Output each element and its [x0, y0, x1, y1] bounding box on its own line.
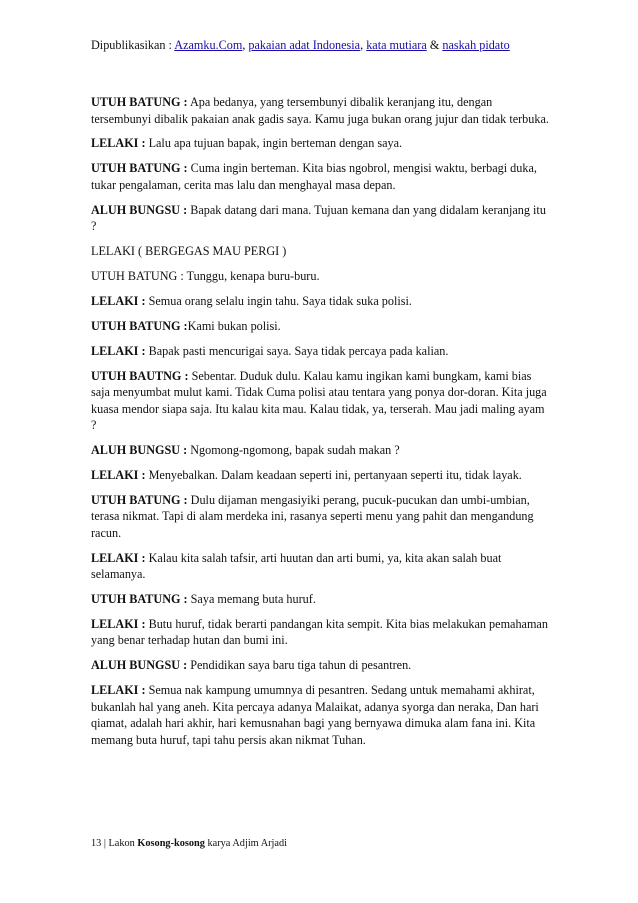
line-text: Semua nak kampung umumnya di pesantren. Sedang untuk memahami akhirat, bukanlah hal yang aneh. Kita percaya adanya Malaikat, adanya syorga dan neraka, Dan hari qiamat, adalah hari akhir, hari kemusnahan bagi yang bernyawa dimuka alam fana ini. Kita memang buta huruf, tapi tahu persis akan nikmat Tuhan. [91, 683, 539, 747]
dialogue-line [91, 682, 549, 748]
line-text: Cuma ingin berteman. Kita bias ngobrol, mengisi waktu, berbagi duka, tukar pengalaman, cerita mas lalu dan menghayal masa depan. [91, 161, 537, 192]
header-prefix: Dipublikasikan : [91, 38, 175, 52]
publication-header [91, 38, 561, 52]
header-separator: & [426, 38, 443, 52]
dialogue-line [91, 202, 549, 235]
line-text: Lalu apa tujuan bapak, ingin berteman dengan saya. [145, 136, 403, 151]
dialogue-line [91, 160, 549, 193]
script-dialogue [91, 94, 549, 757]
dialogue-line [91, 268, 549, 285]
dialogue-line [91, 293, 549, 310]
dialogue-line [91, 591, 549, 608]
link-azamku[interactable]: Azamku.Com [174, 38, 243, 52]
dialogue-line [91, 657, 549, 674]
line-text: Saya memang buta huruf. [187, 591, 316, 606]
dialogue-line [91, 368, 549, 434]
speaker-name: LELAKI : [91, 616, 146, 631]
line-text: LELAKI ( BERGEGAS MAU PERGI ) [91, 244, 287, 259]
footer-author: karya Adjim Arjadi [204, 838, 287, 849]
dialogue-line [91, 467, 549, 484]
speaker-name: UTUH BATUNG : [91, 318, 188, 333]
speaker-name: UTUH BATUNG : [91, 95, 188, 109]
line-text: Ngomong-ngomong, bapak sudah makan ? [187, 442, 400, 457]
speaker-name: LELAKI : [91, 293, 146, 308]
line-text: Butu huruf, tidak berarti pandangan kita sempit. Kita bias melakukan pemahaman yang benar terhadap hutan dan bumi ini. [91, 616, 548, 648]
line-text: Pendidikan saya baru tiga tahun di pesantren. [187, 658, 412, 673]
footer-separator: | Lakon [101, 838, 138, 849]
link-pakaian-adat[interactable]: pakaian adat Indonesia [248, 38, 361, 52]
line-text: Bapak datang dari mana. Tujuan kemana dan yang didalam keranjang itu ? [91, 202, 546, 234]
speaker-name: UTUH BAUTNG : [91, 368, 189, 383]
dialogue-line [91, 318, 549, 335]
speaker-name: UTUH BATUNG : [91, 492, 188, 507]
dialogue-line [91, 442, 549, 459]
page-footer [91, 838, 391, 850]
line-text: Bapak pasti mencurigai saya. Saya tidak percaya pada kalian. [145, 343, 449, 358]
speaker-name: ALUH BUNGSU : [91, 658, 188, 673]
dialogue-line [91, 94, 549, 127]
line-text: Menyebalkan. Dalam keadaan seperti ini, pertanyaan seperti itu, tidak layak. [145, 467, 522, 482]
line-text: Kami bukan polisi. [187, 318, 281, 333]
play-title: Kosong-kosong [137, 838, 205, 849]
speaker-name: UTUH BATUNG : [91, 161, 188, 176]
line-text: Sebentar. Duduk dulu. Kalau kamu ingikan kami bungkam, kami bias saja menyumbat mulut kami. Tidak Cuma polisi atau tentara yang ponya dor-doran. Kita juga kuasa mendor siapa saja. Itu kalau kita mau. Kalau tidak, ya, terserah. Mau jadi maling ayam ? [91, 368, 547, 433]
stage-direction [91, 243, 549, 260]
line-text: Dulu dijaman mengasiyiki perang, pucuk-pucukan dan umbi-umbian, terasa nikmat. Tapi di alam merdeka ini, rasanya seperti menu yang pahit dan mengandung racun. [91, 492, 534, 540]
line-text: UTUH BATUNG : Tunggu, kenapa buru-buru. [91, 268, 320, 283]
dialogue-line [91, 343, 549, 360]
link-naskah-pidato[interactable]: naskah pidato [442, 38, 510, 52]
speaker-name: LELAKI : [91, 136, 146, 151]
link-kata-mutiara[interactable]: kata mutiara [366, 38, 427, 52]
dialogue-line [91, 616, 549, 649]
line-text: Kalau kita salah tafsir, arti huutan dan arti bumi, ya, kita akan salah buat selamanya. [91, 550, 502, 582]
speaker-name: LELAKI : [91, 550, 146, 565]
line-text: Apa bedanya, yang tersembunyi dibalik keranjang itu, dengan tersembunyi dibalik pakaian anak gadis saya. Kamu juga bukan orang jujur dan tidak terbuka. [91, 95, 549, 126]
line-text: Semua orang selalu ingin tahu. Saya tidak suka polisi. [145, 293, 412, 308]
speaker-name: UTUH BATUNG : [91, 591, 188, 606]
speaker-name: LELAKI : [91, 683, 146, 698]
page-number: 13 [91, 838, 102, 849]
dialogue-line [91, 550, 549, 583]
speaker-name: ALUH BUNGSU : [91, 202, 188, 217]
header-separator: , [242, 38, 249, 52]
dialogue-line [91, 135, 549, 152]
header-separator: , [360, 38, 367, 52]
speaker-name: LELAKI : [91, 343, 146, 358]
speaker-name: LELAKI : [91, 467, 146, 482]
speaker-name: ALUH BUNGSU : [91, 442, 188, 457]
dialogue-line [91, 492, 549, 542]
